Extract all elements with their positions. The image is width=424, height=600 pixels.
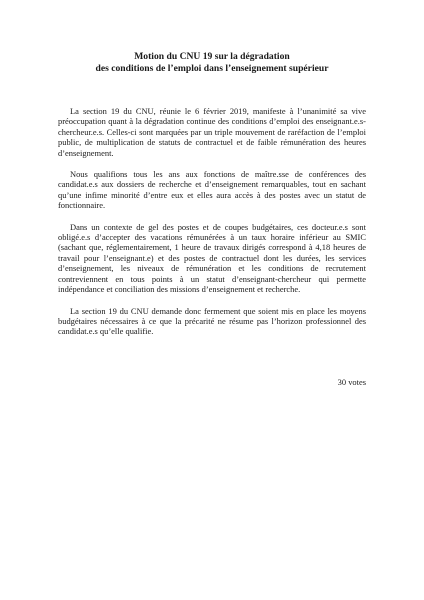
paragraph-3: Dans un contexte de gel des postes et de coupes budgétaires, ces docteur.e.s sont obligé.e.s d’accepter des vacations rémunérées à un taux horaire inférieur au SMIC (sachant que, réglementairement, 1 heure de travaux dirigés correspond à 4,18 heures de travail pour l’enseignant.e) et des postes de contractuel dont les durées, les services d’enseignement, les niveaux de rémunération et les conditions de recrutement contreviennent en tous points à un statut d’enseignant-chercheur qui permette indépendance et conciliation des missions d’enseignement et recherche. — [58, 221, 366, 295]
vote-count: 30 votes — [337, 377, 366, 387]
title-line-1: Motion du CNU 19 sur la dégradation — [134, 51, 290, 62]
paragraph-1: La section 19 du CNU, réunie le 6 février 2019, manifeste à l’unanimité sa vive préoccupation quant à la dégradation continue des conditions d’emploi des enseignant.e.s-chercheur.e.s. Celles-ci sont marquées par un triple mouvement de raréfaction de l’emploi public, de multiplication de statuts de contractuel et de faible rémunération des heures d’enseignement. — [58, 106, 366, 158]
motion-body — [58, 106, 366, 348]
paragraph-4: La section 19 du CNU demande donc fermement que soient mis en place les moyens budgétaires nécessaires à ce que la précarité ne résume pas l’horizon professionnel des candidat.e.s qu’elle qualifie. — [58, 305, 366, 337]
title-line-2: des conditions de l’emploi dans l’enseignement supérieur — [95, 63, 329, 74]
document-title — [40, 51, 384, 75]
paragraph-2: Nous qualifions tous les ans aux fonctions de maître.sse de conférences des candidat.e.s aux dossiers de recherche et d’enseignement remarquables, tout en sachant qu’une infime minorité d’entre eux et elles aura accès à des postes avec un statut de fonctionnaire. — [58, 169, 366, 211]
